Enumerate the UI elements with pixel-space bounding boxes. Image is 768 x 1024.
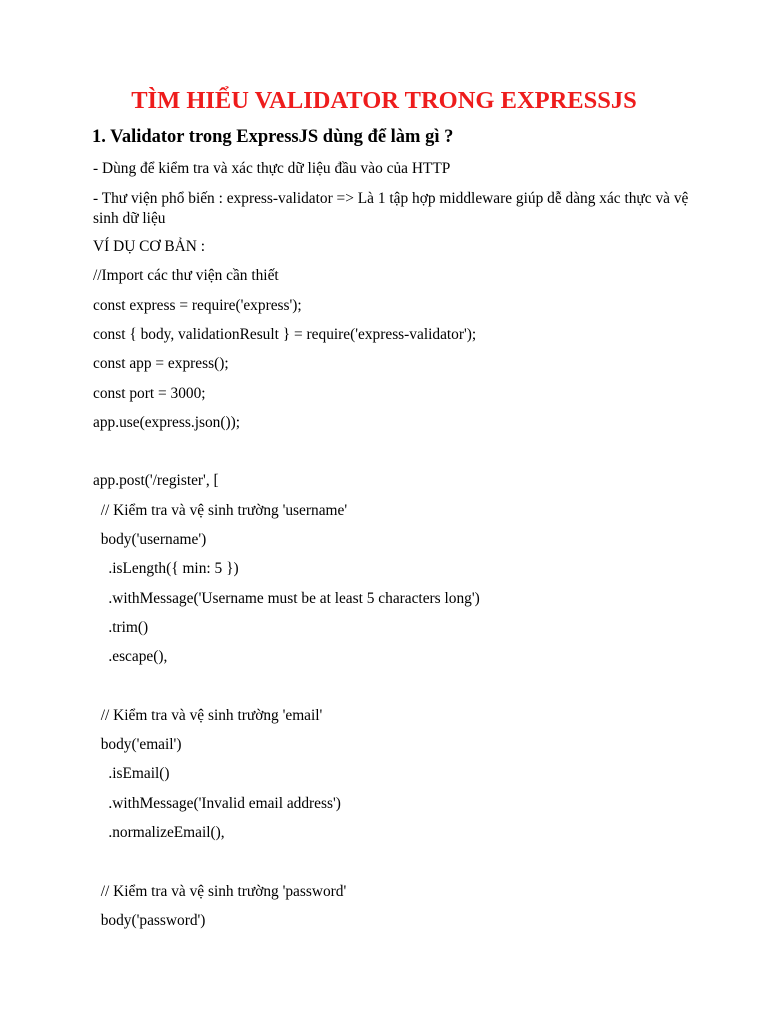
- example-label: VÍ DỤ CƠ BẢN :: [93, 238, 206, 255]
- paragraph-library: - Thư viện phổ biến : express-validator => Là 1 tập hợp middleware giúp dễ dàng xác thực và vệ sinh dữ liệu: [93, 190, 689, 227]
- code-line: const app = express();: [93, 355, 229, 372]
- code-line: //Import các thư viện cần thiết: [93, 267, 279, 284]
- code-line: .withMessage('Username must be at least 5 characters long'): [93, 590, 480, 607]
- code-line: body('username'): [93, 531, 207, 548]
- code-line: app.post('/register', [: [93, 472, 219, 489]
- code-line: // Kiểm tra và vệ sinh trường 'username': [93, 502, 348, 519]
- code-line: app.use(express.json());: [93, 414, 241, 431]
- code-line: .isLength({ min: 5 }): [93, 560, 239, 577]
- code-line: .normalizeEmail(),: [93, 824, 225, 841]
- code-line: .escape(),: [93, 648, 168, 665]
- code-line: .isEmail(): [93, 765, 170, 782]
- document-title: TÌM HIỂU VALIDATOR TRONG EXPRESSJS: [131, 87, 637, 114]
- code-line: const port = 3000;: [93, 385, 206, 402]
- code-line: // Kiểm tra và vệ sinh trường 'password': [93, 883, 347, 900]
- code-line: .trim(): [93, 619, 149, 636]
- section-heading: 1. Validator trong ExpressJS dùng để làm gì ?: [92, 127, 454, 147]
- paragraph-purpose: - Dùng để kiểm tra và xác thực dữ liệu đầu vào của HTTP: [93, 160, 451, 177]
- code-line: body('email'): [93, 736, 182, 753]
- code-line: const express = require('express');: [93, 297, 302, 314]
- code-line: .withMessage('Invalid email address'): [93, 795, 341, 812]
- code-line: body('password'): [93, 912, 206, 929]
- code-line: // Kiểm tra và vệ sinh trường 'email': [93, 707, 323, 724]
- code-line: const { body, validationResult } = require('express-validator');: [93, 326, 477, 343]
